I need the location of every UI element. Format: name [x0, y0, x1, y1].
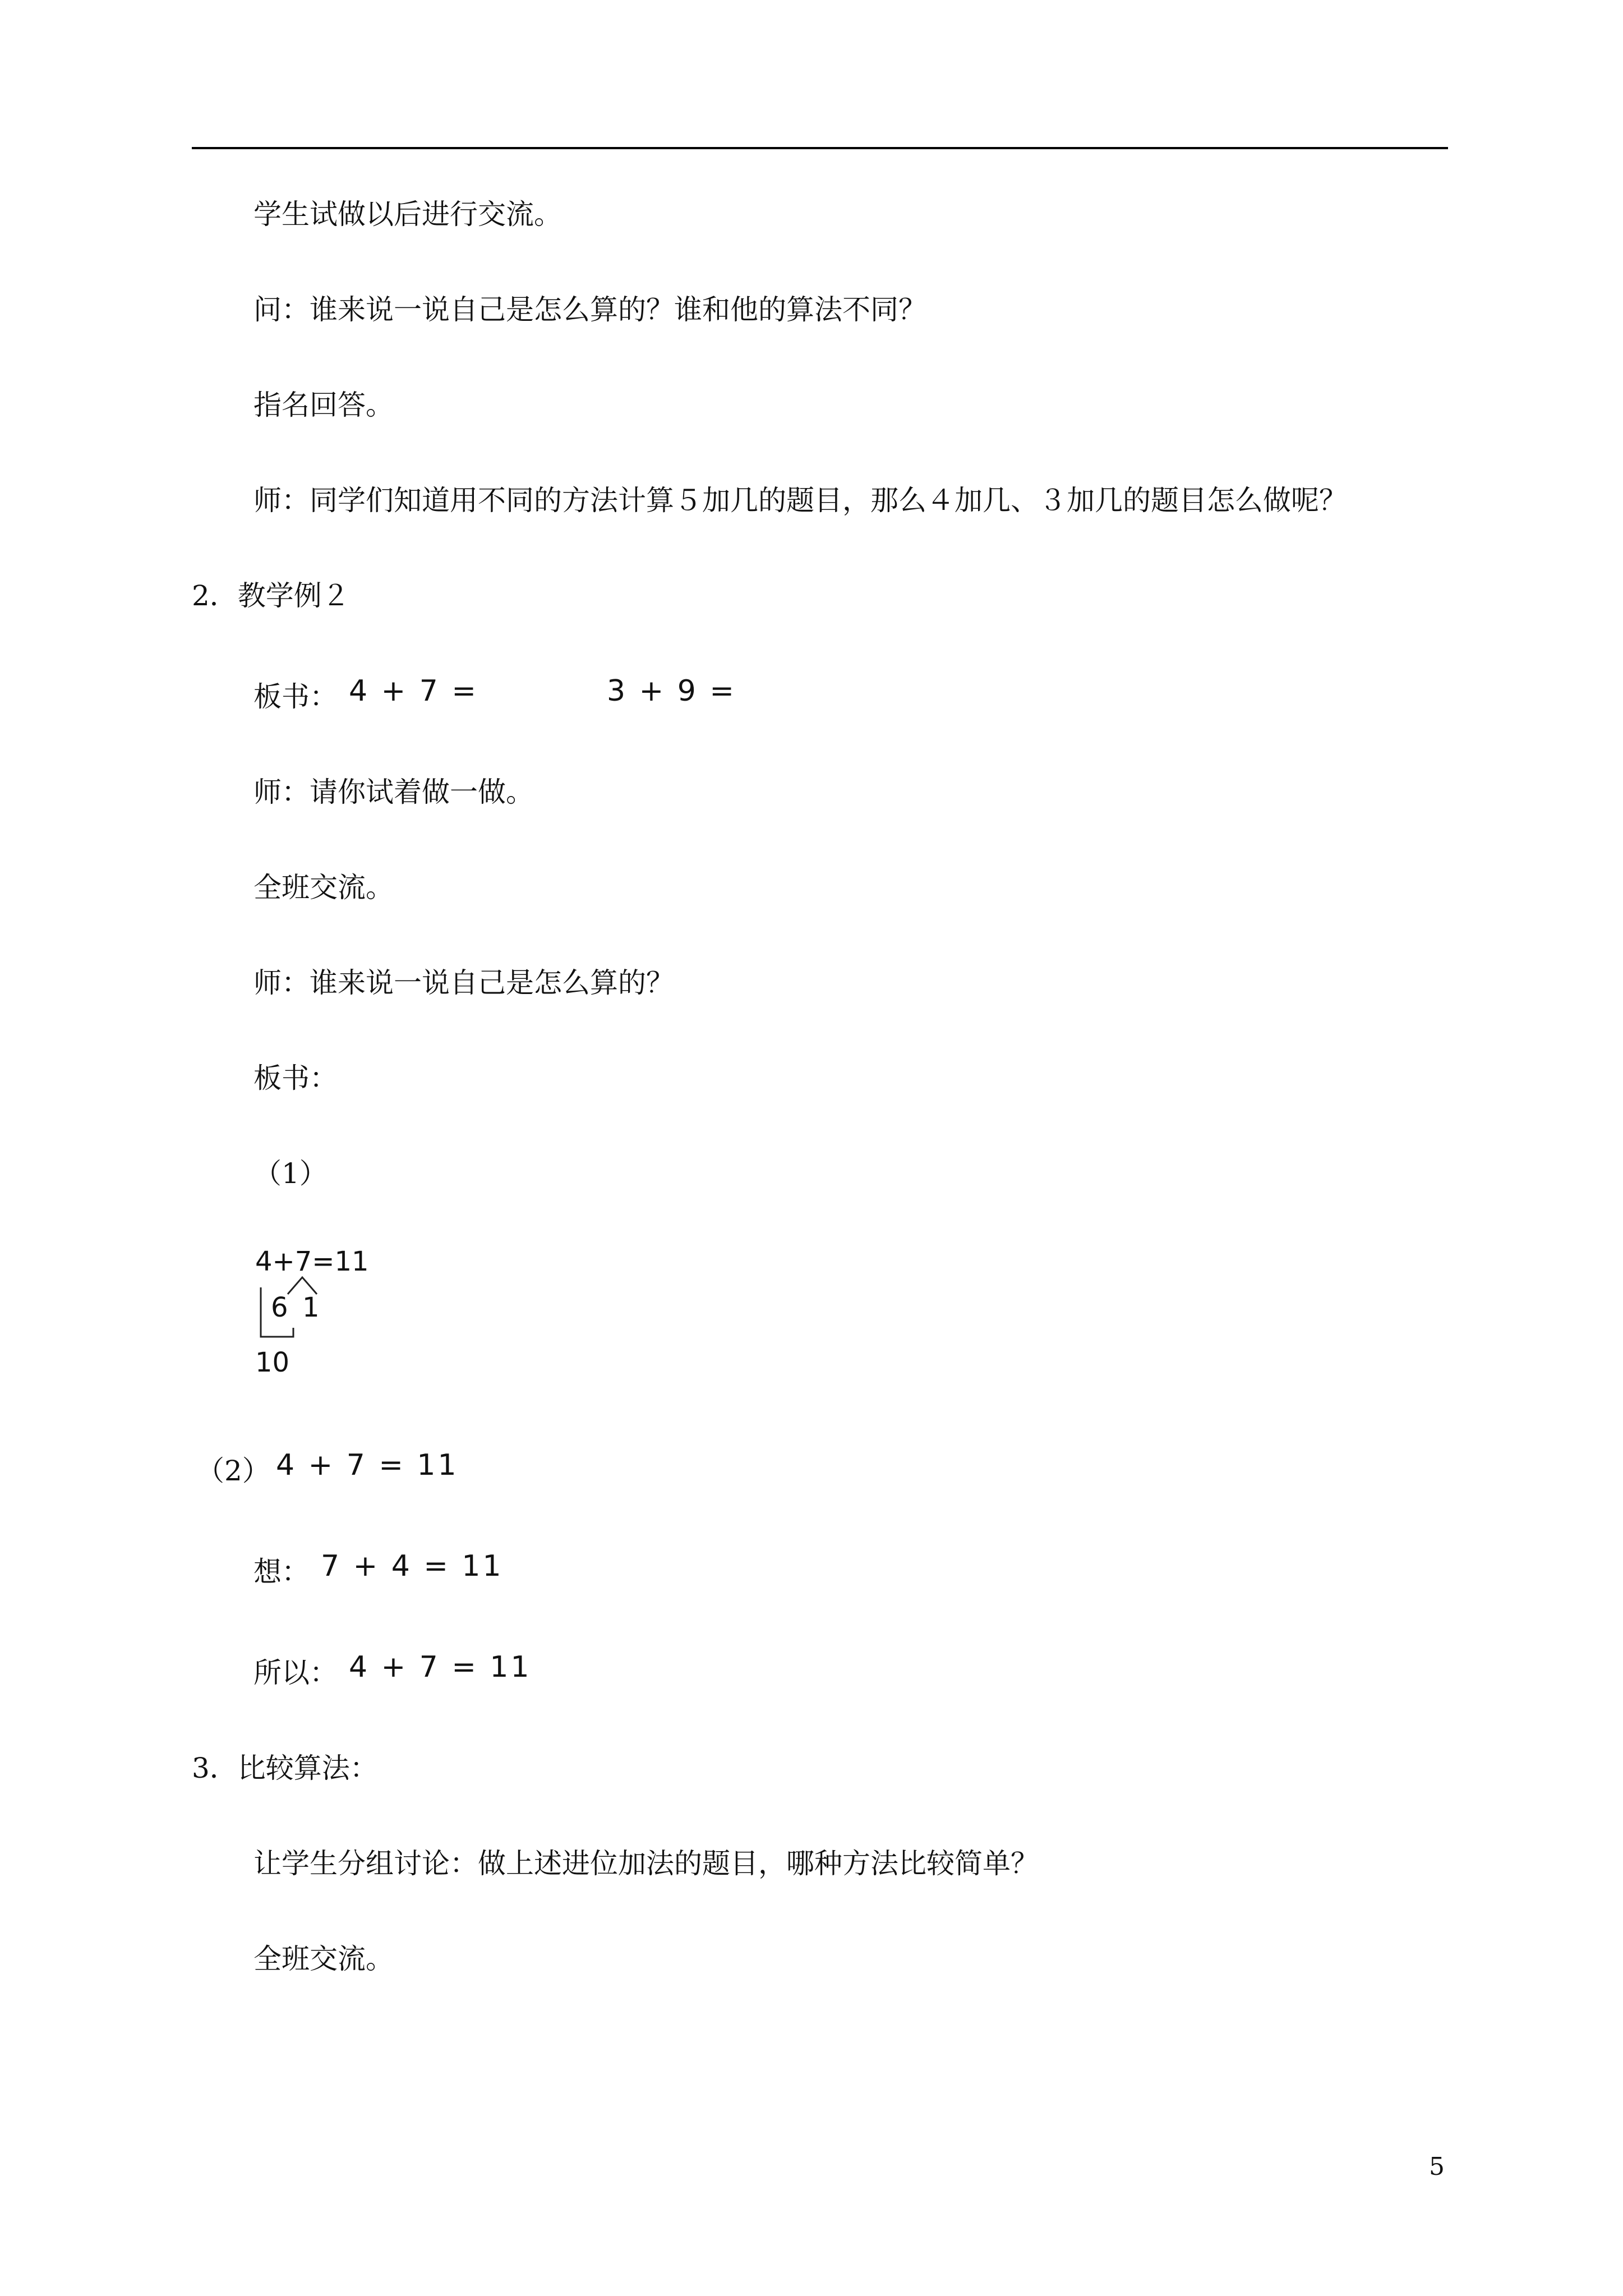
board-label: 板书： — [253, 680, 338, 713]
method-1-label: （1） — [253, 1157, 328, 1190]
board-label-2: 板书： — [253, 1062, 338, 1094]
paragraph-question: 问：谁来说一说自己是怎么算的？谁和他的算法不同？ — [253, 293, 926, 326]
header-rule — [192, 147, 1448, 149]
think-expression: 7 + 4 = 11 — [321, 1549, 504, 1583]
make-ten-svg — [255, 1243, 390, 1383]
board-expression-1: 4 + 7 = — [349, 674, 478, 708]
paragraph-group-discussion: 让学生分组讨论：做上述进位加法的题目，哪种方法比较简单？ — [253, 1847, 1039, 1880]
board-writing-line — [253, 680, 338, 714]
think-label: 想： — [253, 1556, 310, 1588]
diagram-sum: 10 — [255, 1347, 290, 1378]
paragraph-try: 师：请你试着做一做。 — [253, 776, 534, 808]
method-2-label: （2） — [196, 1455, 270, 1487]
section-heading-compare: 3．比较算法： — [192, 1752, 378, 1784]
diagram-split-left: 6 — [271, 1292, 288, 1323]
therefore-expression: 4 + 7 = 11 — [349, 1650, 532, 1684]
therefore-label: 所以： — [253, 1657, 338, 1689]
paragraph-teacher-intro: 师：同学们知道用不同的方法计算５加几的题目，那么４加几、３加几的题目怎么做呢？ — [253, 484, 1347, 517]
method-2-expression: 4 + 7 = 11 — [276, 1448, 459, 1482]
page-number: 5 — [1429, 2152, 1445, 2181]
paragraph-class-exchange-2: 全班交流。 — [253, 1943, 394, 1975]
diagram-split-right: 1 — [302, 1292, 320, 1323]
section-heading-example-2: 2．教学例２ — [192, 579, 350, 612]
paragraph-call-answer: 指名回答。 — [253, 389, 394, 421]
diagram-equation: 4+7=11 — [255, 1246, 369, 1277]
board-expression-2: 3 + 9 = — [607, 674, 736, 708]
paragraph-trial-exchange: 学生试做以后进行交流。 — [253, 198, 562, 231]
make-ten-diagram — [255, 1243, 390, 1383]
paragraph-teacher-question: 师：谁来说一说自己是怎么算的？ — [253, 967, 674, 999]
paragraph-class-exchange: 全班交流。 — [253, 871, 394, 904]
